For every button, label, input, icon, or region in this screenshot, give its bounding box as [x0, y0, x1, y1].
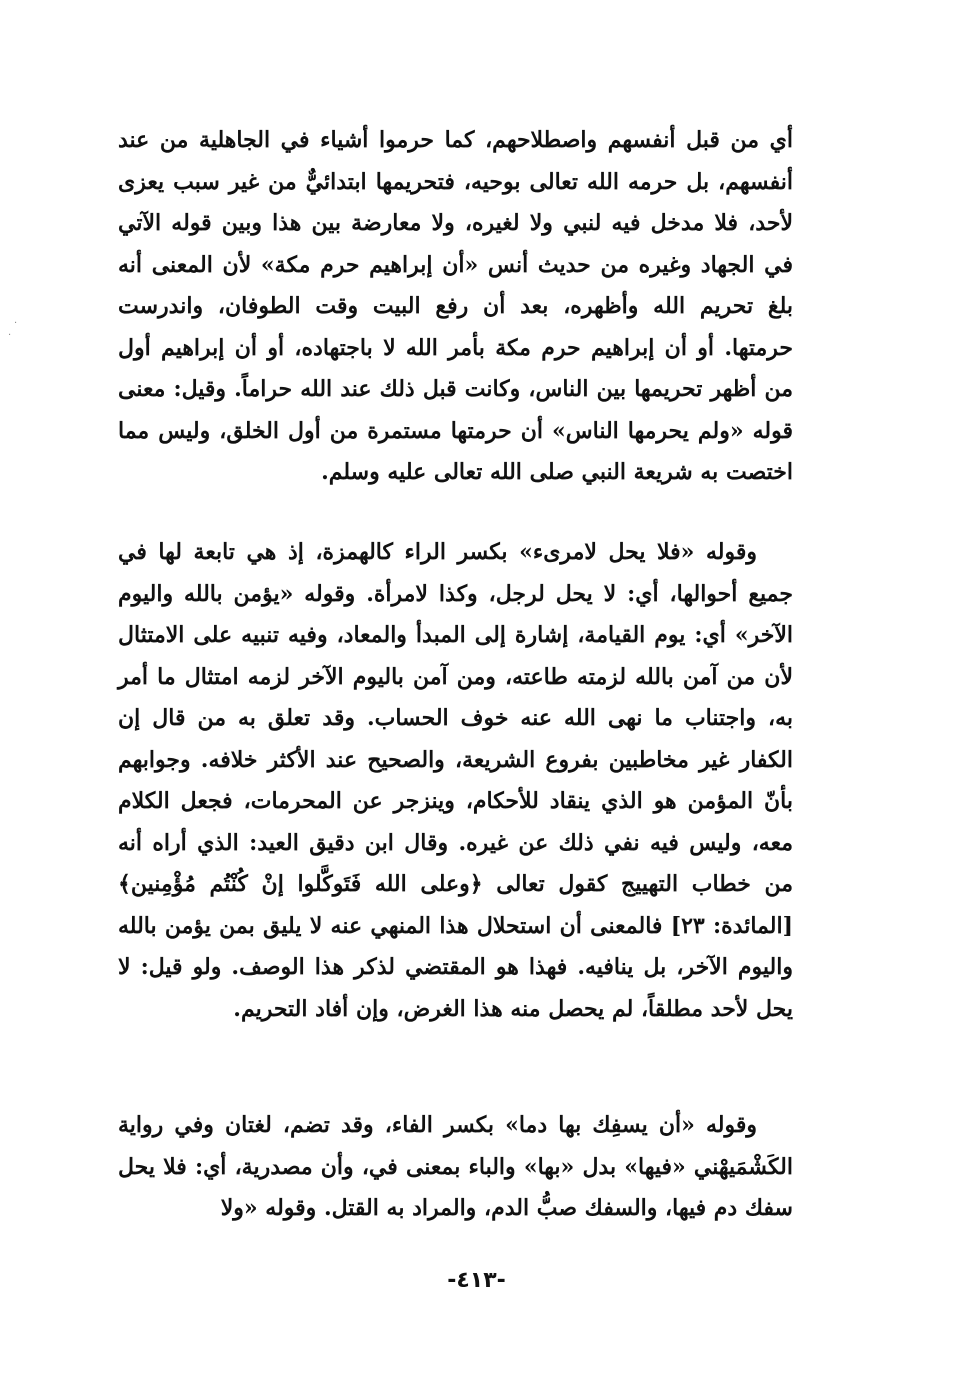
scan-speck: ·: [14, 318, 18, 329]
scan-speck: ·: [8, 330, 12, 341]
body-text-block: [118, 532, 793, 1030]
paragraph-1: أي من قبل أنفسهم واصطلاحهم، كما حرموا أشياء في الجاهلية من عند أنفسهم، بل حرمه الله تعالى بوحيه، فتحريمها ابتدائيٌّ من غير سبب يعزى لأحد، فلا مدخل فيه لنبي ولا لغيره، ولا معارضة بين هذا وبين قوله الآتي في الجهاد وغيره من حديث أنس «أن إبراهيم حرم مكة» لأن المعنى أنه بلغ تحريم الله وأظهره، بعد أن رفع البيت وقت الطوفان، واندرست حرمتها. أو أن إبراهيم حرم مكة بأمر الله لا باجتهاده، أو أن إبراهيم أول من أظهر تحريمها بين الناس، وكانت قبل ذلك عند الله حراماً. وقيل: معنى قوله «ولم يحرمها الناس» أن حرمتها مستمرة من أول الخلق، وليس مما اختصت به شريعة النبي صلى الله تعالى عليه وسلم.: [118, 127, 794, 485]
paragraph-3: وقوله «أن يسفِك بها دما» بكسر الفاء، وقد تضم، لغتان وفي رواية الكَشْمَيهْني «فيها» بدل «بها» والباء بمعنى في، وأن مصدرية، أي: فلا يحل سفك دم فيها، والسفك صبُّ الدم، والمراد به القتل. وقوله «ولا: [118, 1112, 793, 1221]
paragraph-2: وقوله «فلا يحل لامرىء» بكسر الراء كالهمزة، إذ هي تابعة لها في جميع أحوالها، أي: لا يحل لرجل، وكذا لامرأة. وقوله «يؤمن بالله واليوم الآخر» أي: يوم القيامة، إشارة إلى المبدأ والمعاد، وفيه تنبيه على الامتثال لأن من آمن بالله لزمته طاعته، ومن آمن باليوم الآخر لزمه امتثال ما أمر به، واجتناب ما نهى الله عنه خوف الحساب. وقد تعلق به من قال إن الكفار غير مخاطبين بفروع الشريعة، والصحيح عند الأكثر خلافه. وجوابهم بأنّ المؤمن هو الذي ينقاد للأحكام، وينزجر عن المحرمات، فجعل الكلام معه، وليس فيه نفي ذلك عن غيره. وقال ابن دقيق العيد: الذي أراه أنه من خطاب التهييج كقول تعالى ﴿وعلى الله فَتَوكَّلوا إنْ كُنْتُم مُؤْمِنين﴾ [المائدة: ٢٣] فالمعنى أن استحلال هذا المنهي عنه لا يليق بمن يؤمن بالله واليوم الآخر، بل ينافيه. فهذا هو المقتضي لذكر هذا الوصف. ولو قيل: لا يحل لأحد مطلقاً، لم يحصل منه هذا الغرض، وإن أفاد التحريم.: [118, 539, 793, 1022]
body-text-block: [118, 120, 793, 494]
page-number: -٤١٣-: [447, 1268, 506, 1293]
body-text-block: [118, 1105, 793, 1230]
